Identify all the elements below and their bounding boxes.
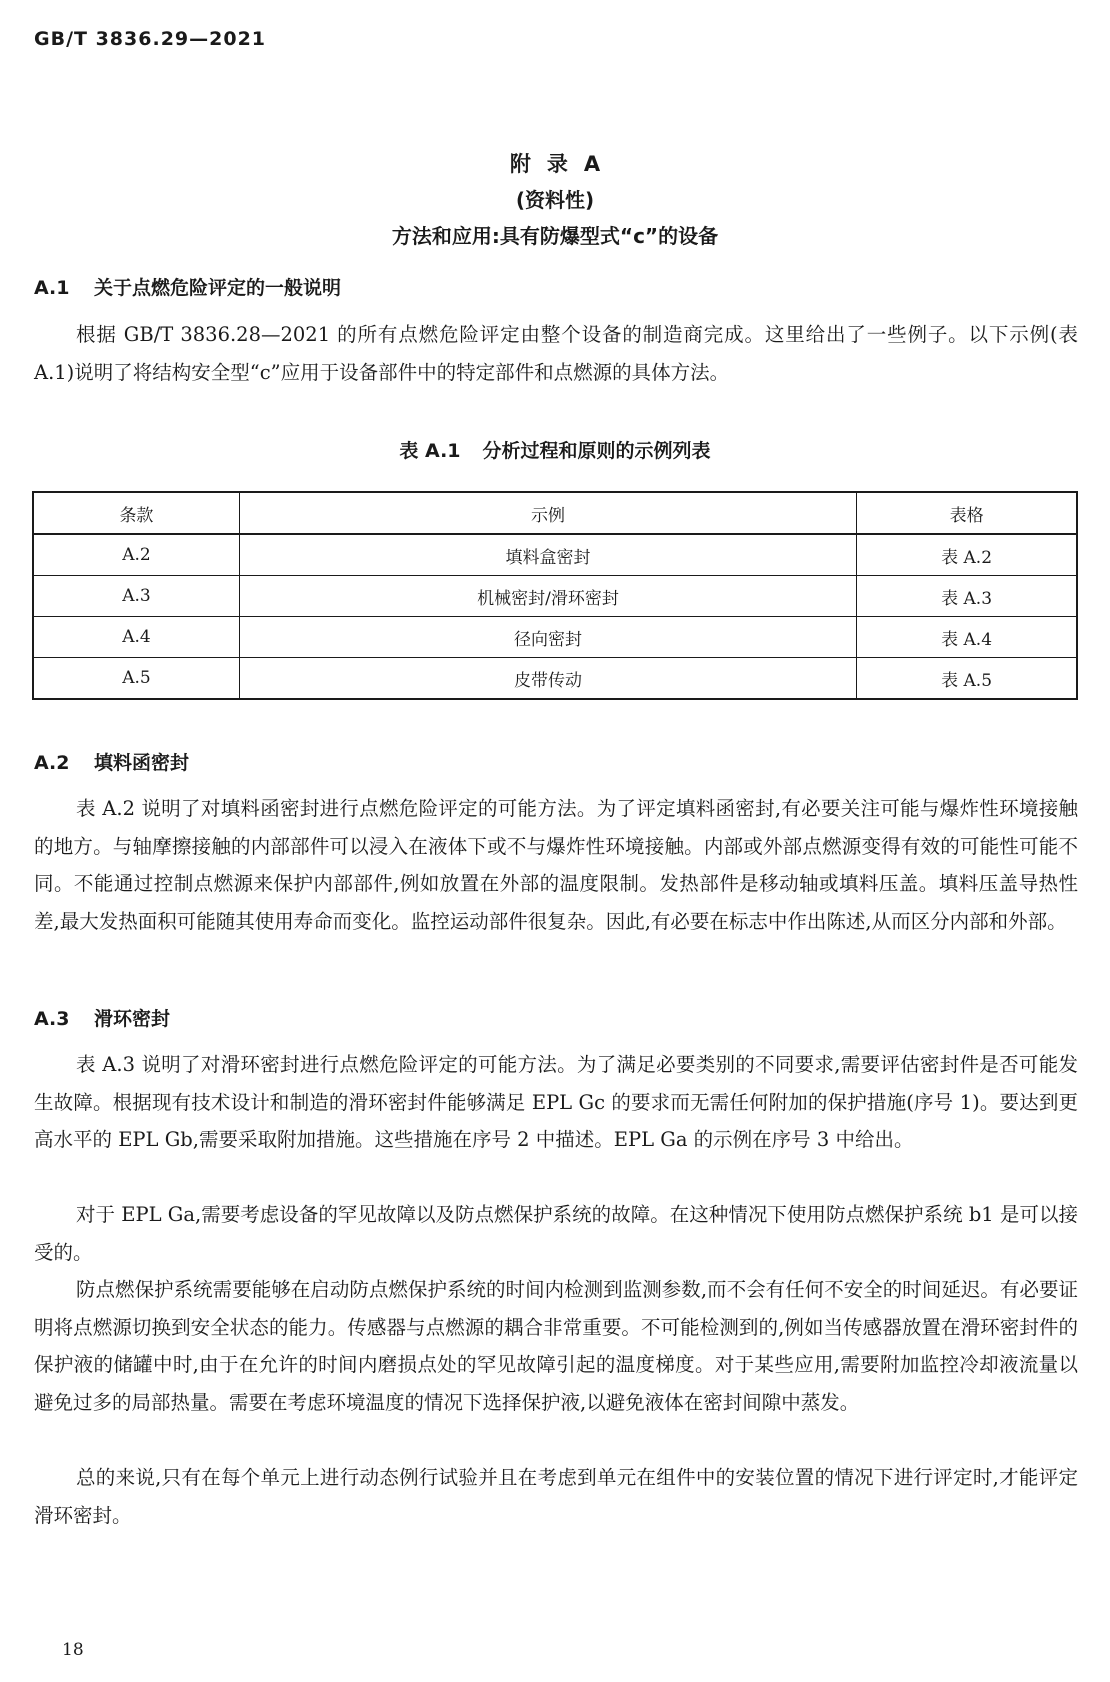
table-cell: 表 A.5: [857, 658, 1077, 700]
section-title: 填料函密封: [94, 752, 190, 774]
paragraph: 防点燃保护系统需要能够在启动防点燃保护系统的时间内检测到监测参数,而不会有任何不安全的时间延迟。有必要证明将点燃源切换到安全状态的能力。传感器与点燃源的耦合非常重要。不可能检测到的,例如当传感器放置在滑环密封件的保护液的储罐中时,由于在允许的时间内磨损点处的罕见故障引起的温度梯度。对于某些应用,需要附加监控冷却液流量以避免过多的局部热量。需要在考虑环境温度的情况下选择保护液,以避免液体在密封间隙中蒸发。: [34, 1278, 1078, 1414]
standard-number: GB/T 3836.29—2021: [34, 28, 267, 50]
table-row: [33, 658, 1077, 700]
table-cell: A.2: [33, 534, 239, 576]
section-title: 滑环密封: [94, 1008, 171, 1030]
table-cell: 皮带传动: [239, 658, 856, 700]
example-table: [32, 491, 1078, 700]
paragraph: 根据 GB/T 3836.28—2021 的所有点燃危险评定由整个设备的制造商完成。这里给出了一些例子。以下示例(表 A.1)说明了将结构安全型“c”应用于设备部件中的特定部件和点燃源的具体方法。: [34, 323, 1078, 384]
table-header-row: [33, 492, 1077, 534]
table-row: [33, 534, 1077, 576]
table-cell: 表 A.4: [857, 617, 1077, 658]
paragraph: 表 A.3 说明了对滑环密封进行点燃危险评定的可能方法。为了满足必要类别的不同要求,需要评估密封件是否可能发生故障。根据现有技术设计和制造的滑环密封件能够满足 EPL Gc 的要求而无需任何附加的保护措施(序号 1)。要达到更高水平的 EPL Gb,需要采取附加措施。这些措施在序号 2 中描述。EPL Ga 的示例在序号 3 中给出。: [34, 1053, 1078, 1151]
section-number: A.1: [34, 277, 70, 299]
section-title: 关于点燃危险评定的一般说明: [94, 277, 342, 299]
table-row: [33, 617, 1077, 658]
table-caption-text: 分析过程和原则的示例列表: [482, 440, 711, 462]
table-row: [33, 576, 1077, 617]
page-number: 18: [62, 1640, 84, 1660]
paragraph: 总的来说,只有在每个单元上进行动态例行试验并且在考虑到单元在组件中的安装位置的情况下进行评定时,才能评定滑环密封。: [34, 1466, 1078, 1527]
table-header-cell: 条款: [33, 492, 239, 534]
annex-type: (资料性): [515, 188, 595, 212]
table-cell: 机械密封/滑环密封: [239, 576, 856, 617]
table-cell: 表 A.3: [857, 576, 1077, 617]
table-cell: 表 A.2: [857, 534, 1077, 576]
table-cell: A.5: [33, 658, 239, 700]
section-number: A.2: [34, 752, 70, 774]
table-cell: 填料盒密封: [239, 534, 856, 576]
section-heading-a3: [34, 1004, 170, 1031]
annex-title: 附录A: [509, 152, 617, 176]
table-caption: [0, 436, 1110, 463]
table-header-cell: 示例: [239, 492, 856, 534]
paragraph: 对于 EPL Ga,需要考虑设备的罕见故障以及防点燃保护系统的故障。在这种情况下使用防点燃保护系统 b1 是可以接受的。: [34, 1203, 1078, 1264]
section-number: A.3: [34, 1008, 70, 1030]
annex-subject: 方法和应用:具有防爆型式“c”的设备: [391, 224, 719, 248]
annex-heading: [0, 148, 1110, 252]
section-heading-a2: [34, 748, 189, 775]
table-cell: 径向密封: [239, 617, 856, 658]
paragraph: 表 A.2 说明了对填料函密封进行点燃危险评定的可能方法。为了评定填料函密封,有必要关注可能与爆炸性环境接触的地方。与轴摩擦接触的内部部件可以浸入在液体下或不与爆炸性环境接触。内部或外部点燃源变得有效的可能性可能不同。不能通过控制点燃源来保护内部部件,例如放置在外部的温度限制。发热部件是移动轴或填料压盖。填料压盖导热性差,最大发热面积可能随其使用寿命而变化。监控运动部件很复杂。因此,有必要在标志中作出陈述,从而区分内部和外部。: [34, 797, 1078, 933]
table-cell: A.4: [33, 617, 239, 658]
table-cell: A.3: [33, 576, 239, 617]
section-heading-a1: [34, 273, 341, 300]
table-label: 表 A.1: [399, 440, 461, 462]
table-header-cell: 表格: [857, 492, 1077, 534]
